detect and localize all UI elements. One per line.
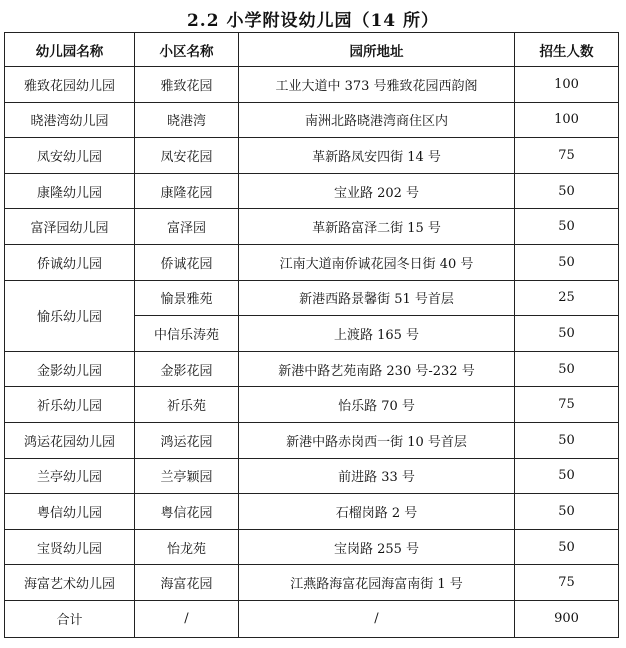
cell-community: 兰亭颖园	[135, 458, 239, 494]
cell-name: 粤信幼儿园	[5, 494, 135, 530]
cell-community: 怡龙苑	[135, 529, 239, 565]
cell-community: 金影花园	[135, 351, 239, 387]
table-row	[5, 565, 619, 601]
cell-name: 祈乐幼儿园	[5, 387, 135, 423]
cell-name: 侨诚幼儿园	[5, 244, 135, 280]
cell-name: 富泽园幼儿园	[5, 209, 135, 245]
cell-address: 南洲北路晓港湾商住区内	[239, 102, 515, 138]
cell-name: 凤安幼儿园	[5, 138, 135, 174]
total-enrollment: 900	[515, 600, 619, 637]
header-community: 小区名称	[135, 33, 239, 67]
cell-enrollment: 50	[515, 351, 619, 387]
cell-enrollment: 50	[515, 529, 619, 565]
cell-name: 宝贤幼儿园	[5, 529, 135, 565]
cell-address: 石榴岗路 2 号	[239, 494, 515, 530]
table-row	[5, 102, 619, 138]
table-row	[5, 173, 619, 209]
cell-name: 海富艺术幼儿园	[5, 565, 135, 601]
cell-address: 江南大道南侨诚花园冬日街 40 号	[239, 244, 515, 280]
header-name: 幼儿园名称	[5, 33, 135, 67]
cell-address: 上渡路 165 号	[239, 316, 515, 352]
table-title: 2.2 小学附设幼儿园（14 所）	[186, 11, 440, 31]
table-row	[5, 494, 619, 530]
cell-community: 中信乐涛苑	[135, 316, 239, 352]
cell-address: 工业大道中 373 号雅致花园西韵阁	[239, 67, 515, 103]
cell-enrollment: 100	[515, 67, 619, 103]
table-row	[5, 244, 619, 280]
table-row	[5, 422, 619, 458]
cell-community: 鸿运花园	[135, 422, 239, 458]
cell-address: 宝岗路 255 号	[239, 529, 515, 565]
cell-enrollment: 25	[515, 280, 619, 316]
total-label: 合计	[5, 600, 135, 637]
cell-enrollment: 75	[515, 387, 619, 423]
cell-community: 祈乐苑	[135, 387, 239, 423]
cell-name: 晓港湾幼儿园	[5, 102, 135, 138]
header-row	[5, 33, 619, 67]
cell-community: 海富花园	[135, 565, 239, 601]
cell-community: 雅致花园	[135, 67, 239, 103]
cell-name: 金影幼儿园	[5, 351, 135, 387]
header-address: 园所地址	[239, 33, 515, 67]
cell-name: 雅致花园幼儿园	[5, 67, 135, 103]
kindergarten-table	[4, 32, 619, 638]
table-row	[5, 209, 619, 245]
cell-community: 侨诚花园	[135, 244, 239, 280]
cell-name: 康隆幼儿园	[5, 173, 135, 209]
cell-name: 鸿运花园幼儿园	[5, 422, 135, 458]
cell-enrollment: 50	[515, 316, 619, 352]
cell-address: 革新路凤安四街 14 号	[239, 138, 515, 174]
cell-name: 愉乐幼儿园	[5, 280, 135, 351]
cell-enrollment: 50	[515, 173, 619, 209]
cell-enrollment: 75	[515, 565, 619, 601]
cell-community: 富泽园	[135, 209, 239, 245]
table-row	[5, 67, 619, 103]
table-row	[5, 280, 619, 316]
table-row	[5, 387, 619, 423]
table-row	[5, 458, 619, 494]
cell-enrollment: 50	[515, 209, 619, 245]
cell-name: 兰亭幼儿园	[5, 458, 135, 494]
cell-address: 新港中路艺苑南路 230 号-232 号	[239, 351, 515, 387]
table-row	[5, 138, 619, 174]
cell-address: 革新路富泽二街 15 号	[239, 209, 515, 245]
cell-enrollment: 50	[515, 458, 619, 494]
cell-address: 新港西路景馨街 51 号首层	[239, 280, 515, 316]
cell-address: 新港中路赤岗西一街 10 号首层	[239, 422, 515, 458]
total-row	[5, 600, 619, 637]
cell-enrollment: 50	[515, 244, 619, 280]
cell-address: 江燕路海富花园海富南街 1 号	[239, 565, 515, 601]
cell-enrollment: 50	[515, 494, 619, 530]
total-community: /	[135, 600, 239, 637]
cell-community: 粤信花园	[135, 494, 239, 530]
table-row	[5, 351, 619, 387]
cell-enrollment: 75	[515, 138, 619, 174]
cell-enrollment: 50	[515, 422, 619, 458]
cell-address: 宝业路 202 号	[239, 173, 515, 209]
cell-enrollment: 100	[515, 102, 619, 138]
cell-community: 愉景雅苑	[135, 280, 239, 316]
header-enrollment: 招生人数	[515, 33, 619, 67]
cell-community: 凤安花园	[135, 138, 239, 174]
total-address: /	[239, 600, 515, 637]
cell-address: 怡乐路 70 号	[239, 387, 515, 423]
table-row	[5, 529, 619, 565]
cell-community: 康隆花园	[135, 173, 239, 209]
cell-community: 晓港湾	[135, 102, 239, 138]
cell-address: 前进路 33 号	[239, 458, 515, 494]
